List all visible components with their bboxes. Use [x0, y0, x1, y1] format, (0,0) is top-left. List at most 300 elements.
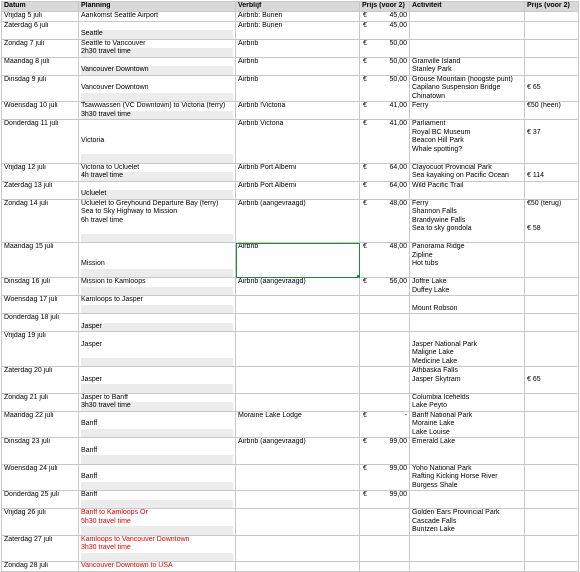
date-text: Maandag 22 juli	[4, 411, 54, 419]
prijs-cell[interactable]	[360, 75, 410, 102]
verblijf-cell[interactable]	[236, 535, 360, 562]
table-row	[2, 411, 579, 438]
planning-line	[81, 146, 233, 155]
verblijf-line: Airbnb Port Alberni	[238, 181, 297, 189]
activiteit-prijs-line: € 114	[527, 172, 544, 179]
activiteit-line: Granville Island	[412, 57, 461, 65]
planning-cell[interactable]	[79, 393, 236, 411]
prijs-cell[interactable]	[360, 12, 410, 22]
planning-line	[81, 243, 233, 252]
verblijf-cell[interactable]	[236, 464, 360, 491]
table-row	[2, 464, 579, 491]
table-row	[2, 438, 579, 465]
planning-line: Banff	[81, 446, 98, 454]
activiteit-prijs-cell[interactable]	[525, 296, 579, 314]
verblijf-line: Airbnb !Victoria	[238, 102, 286, 109]
planning-line: Seattle	[81, 30, 233, 39]
price-amount: 64,00	[389, 163, 407, 171]
planning-cell[interactable]	[79, 464, 236, 491]
currency-symbol: €	[363, 39, 367, 47]
planning-cell[interactable]	[79, 438, 236, 465]
activiteit-cell[interactable]	[410, 535, 525, 562]
date-cell[interactable]	[2, 199, 79, 243]
prijs-cell[interactable]	[360, 102, 410, 120]
planning-line: Aankomst Seattle Airport	[81, 12, 159, 19]
table-row	[2, 102, 579, 120]
activiteit-prijs-cell[interactable]	[525, 163, 579, 181]
planning-line	[81, 22, 233, 31]
planning-cell[interactable]	[79, 163, 236, 181]
table-row	[2, 181, 579, 199]
planning-line: Mission to Kamloops	[81, 278, 146, 285]
currency-symbol: €	[363, 102, 367, 109]
activiteit-line: Clayocuot Provincial Park	[412, 163, 492, 171]
prijs-cell[interactable]	[360, 199, 410, 243]
verblijf-cell[interactable]	[236, 39, 360, 57]
planning-line	[81, 455, 233, 464]
activiteit-prijs-cell[interactable]	[525, 332, 579, 367]
planning-line	[81, 154, 233, 163]
activiteit-prijs-line: €50 (heen)	[527, 102, 561, 109]
date-text: Vrijdag 12 juli	[4, 163, 46, 171]
activiteit-prijs-line	[527, 217, 576, 226]
planning-line: Jasper to Banff	[81, 393, 128, 401]
prijs-cell[interactable]	[360, 243, 410, 278]
activiteit-prijs-cell[interactable]	[525, 393, 579, 411]
verblijf-cell[interactable]	[236, 181, 360, 199]
activiteit-prijs-cell[interactable]	[525, 75, 579, 102]
activiteit-prijs-cell[interactable]	[525, 438, 579, 465]
planning-line	[81, 412, 233, 421]
currency-symbol: €	[363, 21, 367, 29]
planning-cell[interactable]	[79, 535, 236, 562]
activiteit-line: Parliament	[412, 120, 446, 127]
price-amount: 45,00	[389, 12, 407, 19]
price-amount: -	[404, 411, 407, 419]
currency-symbol: €	[363, 491, 367, 498]
activiteit-cell[interactable]	[410, 120, 525, 164]
prijs-cell[interactable]	[360, 21, 410, 39]
planning-line: 4h travel time	[81, 172, 233, 181]
planning-cell[interactable]	[79, 296, 236, 314]
activiteit-prijs-line: €50 (terug)	[527, 199, 562, 207]
date-cell[interactable]	[2, 411, 79, 438]
price-amount: 99,00	[389, 491, 407, 498]
prijs-cell[interactable]	[360, 509, 410, 536]
activiteit-prijs-cell[interactable]	[525, 181, 579, 199]
activiteit-prijs-cell[interactable]	[525, 314, 579, 332]
activiteit-prijs-cell[interactable]	[525, 12, 579, 22]
verblijf-cell[interactable]	[236, 199, 360, 243]
activiteit-cell[interactable]	[410, 562, 525, 572]
planning-line	[81, 252, 233, 261]
date-cell[interactable]	[2, 21, 79, 39]
activiteit-line: Royal BC Museum	[412, 128, 471, 136]
price-amount: 50,00	[389, 39, 407, 47]
prijs-cell[interactable]	[360, 562, 410, 572]
activiteit-prijs-line	[527, 93, 576, 102]
activiteit-cell[interactable]	[410, 438, 525, 465]
verblijf-cell[interactable]	[236, 367, 360, 394]
verblijf-line: Airbnb (aangevraagd)	[238, 278, 306, 285]
activiteit-cell[interactable]	[410, 21, 525, 39]
date-cell[interactable]	[2, 181, 79, 199]
activiteit-line: Maligne Lake	[412, 349, 454, 356]
activiteit-prijs-cell[interactable]	[525, 243, 579, 278]
activiteit-prijs-line	[527, 137, 576, 146]
activiteit-prijs-cell[interactable]	[525, 199, 579, 243]
header-cell-activiteit[interactable]: Activiteit	[410, 2, 525, 12]
verblijf-cell[interactable]	[236, 102, 360, 120]
date-cell[interactable]	[2, 332, 79, 367]
date-cell[interactable]	[2, 57, 79, 75]
date-cell[interactable]	[2, 39, 79, 57]
date-cell[interactable]	[2, 12, 79, 22]
prijs-cell[interactable]	[360, 39, 410, 57]
activiteit-prijs-cell[interactable]	[525, 39, 579, 57]
prijs-cell[interactable]	[360, 163, 410, 181]
activiteit-prijs-cell[interactable]	[525, 120, 579, 164]
activiteit-line: Sea to sky gondola	[412, 225, 472, 232]
activiteit-prijs-line: € 65	[527, 375, 541, 383]
currency-symbol: €	[363, 438, 367, 445]
table-row	[2, 12, 579, 22]
verblijf-cell[interactable]	[236, 411, 360, 438]
date-text: Zaterdag 20 juli	[4, 367, 53, 374]
planning-cell[interactable]	[79, 199, 236, 243]
planning-line: Sea to Sky Highway to Mission	[81, 208, 178, 215]
activiteit-cell[interactable]	[410, 491, 525, 509]
activiteit-line: Shannon Falls	[412, 208, 457, 215]
planning-cell[interactable]	[79, 509, 236, 536]
date-text: Woensdag 17 juli	[4, 296, 58, 303]
activiteit-line: Athbaska Falls	[412, 367, 458, 374]
prijs-cell[interactable]	[360, 332, 410, 367]
table-row	[2, 199, 579, 243]
verblijf-cell[interactable]	[236, 278, 360, 296]
planning-line	[81, 367, 233, 376]
verblijf-cell[interactable]	[236, 509, 360, 536]
activiteit-prijs-cell[interactable]	[525, 562, 579, 572]
activiteit-line: Zipline	[412, 251, 433, 259]
planning-cell[interactable]	[79, 332, 236, 367]
prijs-cell[interactable]	[360, 367, 410, 394]
currency-symbol: €	[363, 464, 367, 472]
planning-line: Ucluelet to Greyhound Departure Bay (ferry)	[81, 199, 219, 207]
activiteit-prijs-cell[interactable]	[525, 491, 579, 509]
activiteit-line: Grouse Mountain (hoogste punt)	[412, 75, 513, 83]
header-cell-prijs[interactable]: Prijs (voor 2)	[360, 2, 410, 12]
activiteit-prijs-cell[interactable]	[525, 509, 579, 536]
verblijf-cell[interactable]	[236, 57, 360, 75]
prijs-cell[interactable]	[360, 181, 410, 199]
planning-line	[81, 225, 233, 234]
header-cell-activiteit-prijs[interactable]: Prijs (voor 2)	[525, 2, 579, 12]
planning-line: Ucluelet	[81, 190, 233, 199]
verblijf-cell[interactable]	[236, 12, 360, 22]
verblijf-line: Airbnb	[238, 243, 259, 250]
activiteit-prijs-cell[interactable]	[525, 57, 579, 75]
verblijf-cell[interactable]	[236, 314, 360, 332]
planning-cell[interactable]	[79, 39, 236, 57]
planning-line: 2h30 travel time	[81, 48, 233, 57]
currency-symbol: €	[363, 75, 367, 83]
activiteit-prijs-line	[527, 208, 576, 217]
planning-line	[81, 500, 233, 509]
price-amount: 41,00	[389, 102, 407, 109]
date-cell[interactable]	[2, 163, 79, 181]
planning-cell[interactable]	[79, 491, 236, 509]
activiteit-cell[interactable]	[410, 199, 525, 243]
verblijf-line: Airbnb: Burien	[238, 21, 283, 29]
verblijf-cell[interactable]	[236, 163, 360, 181]
activiteit-line: Burgess Shale	[412, 481, 458, 489]
activiteit-prijs-cell[interactable]	[525, 464, 579, 491]
verblijf-cell[interactable]	[236, 120, 360, 164]
activiteit-line: Buntzen Lake	[412, 526, 455, 533]
verblijf-cell[interactable]	[236, 438, 360, 465]
table-row	[2, 57, 579, 75]
date-cell[interactable]	[2, 296, 79, 314]
planning-cell[interactable]	[79, 278, 236, 296]
date-cell[interactable]	[2, 278, 79, 296]
activiteit-prijs-cell[interactable]	[525, 367, 579, 394]
verblijf-cell[interactable]	[236, 491, 360, 509]
activiteit-line: Stanley Park	[412, 66, 452, 73]
activiteit-line: Moraine Lake	[412, 420, 455, 427]
activiteit-cell[interactable]	[410, 12, 525, 22]
activiteit-prijs-cell[interactable]	[525, 21, 579, 39]
table-row	[2, 314, 579, 332]
activiteit-line: Golden Ears Provincial Park	[412, 509, 500, 516]
activiteit-line: Emerald Lake	[412, 438, 456, 445]
date-cell[interactable]	[2, 438, 79, 465]
price-amount: 41,00	[389, 120, 407, 127]
planning-line: Jasper	[81, 323, 233, 332]
date-cell[interactable]	[2, 102, 79, 120]
activiteit-cell[interactable]	[410, 332, 525, 367]
activiteit-cell[interactable]	[410, 181, 525, 199]
planning-line	[81, 553, 233, 562]
verblijf-cell[interactable]	[236, 393, 360, 411]
planning-cell[interactable]	[79, 120, 236, 164]
verblijf-cell[interactable]	[236, 243, 360, 278]
planning-cell[interactable]	[79, 243, 236, 278]
planning-line: Victoria	[81, 137, 105, 144]
planning-cell[interactable]	[79, 367, 236, 394]
verblijf-line: Airbnb	[238, 57, 259, 65]
currency-symbol: €	[363, 243, 367, 250]
activiteit-cell[interactable]	[410, 393, 525, 411]
activiteit-cell[interactable]	[410, 296, 525, 314]
activiteit-line: Brandywine Falls	[412, 216, 466, 224]
activiteit-line: Medicine Lake	[412, 357, 458, 365]
price-amount: 48,00	[389, 199, 407, 207]
date-cell[interactable]	[2, 243, 79, 278]
planning-line: Banff	[81, 491, 98, 498]
date-cell[interactable]	[2, 367, 79, 394]
activiteit-prijs-cell[interactable]	[525, 102, 579, 120]
activiteit-line: Columbia Icefields	[412, 393, 470, 401]
date-text: Vrijdag 19 juli	[4, 332, 46, 339]
planning-cell[interactable]	[79, 21, 236, 39]
verblijf-cell[interactable]	[236, 332, 360, 367]
activiteit-line: Lake Peyto	[412, 402, 448, 409]
activiteit-line: Duffey Lake	[412, 286, 450, 294]
price-amount: 50,00	[389, 75, 407, 83]
activiteit-prijs-cell[interactable]	[525, 535, 579, 562]
planning-line	[81, 120, 233, 129]
planning-line	[81, 305, 233, 314]
planning-line	[81, 58, 233, 67]
header-cell-planning[interactable]: Planning	[79, 2, 236, 12]
planning-cell[interactable]	[79, 314, 236, 332]
activiteit-line: Jasper National Park	[412, 340, 477, 348]
header-cell-verblijf[interactable]: Verblijf	[236, 2, 360, 12]
verblijf-cell[interactable]	[236, 75, 360, 102]
table-row	[2, 535, 579, 562]
activiteit-cell[interactable]	[410, 39, 525, 57]
price-amount: 99,00	[389, 464, 407, 472]
activiteit-prijs-line	[527, 367, 576, 376]
table-row	[2, 367, 579, 394]
verblijf-cell[interactable]	[236, 562, 360, 572]
activiteit-line: Ferry	[412, 199, 429, 207]
planning-line: Mission	[81, 260, 105, 267]
date-text: Dinsdag 16 juli	[4, 278, 50, 285]
verblijf-cell[interactable]	[236, 21, 360, 39]
planning-cell[interactable]	[79, 411, 236, 438]
prijs-cell[interactable]	[360, 535, 410, 562]
activiteit-line: Joffre Lake	[412, 278, 447, 285]
planning-line: 3h30 travel time	[81, 402, 233, 411]
date-text: Vrijdag 26 juli	[4, 509, 46, 516]
activiteit-prijs-line	[527, 164, 576, 173]
activiteit-cell[interactable]	[410, 102, 525, 120]
planning-line: Kamloops to Jasper	[81, 296, 143, 303]
prijs-cell[interactable]	[360, 314, 410, 332]
verblijf-line: Moraine Lake Lodge	[238, 411, 302, 419]
planning-line	[81, 269, 233, 278]
activiteit-line: Mount Robson	[412, 304, 458, 312]
activiteit-cell[interactable]	[410, 314, 525, 332]
table-row	[2, 75, 579, 102]
planning-cell[interactable]	[79, 75, 236, 102]
planning-cell[interactable]	[79, 181, 236, 199]
activiteit-prijs-cell[interactable]	[525, 411, 579, 438]
currency-symbol: €	[363, 199, 367, 207]
planning-line: Kamloops to Vancouver Downtown	[81, 535, 190, 543]
activiteit-prijs-line	[527, 120, 576, 129]
currency-symbol: €	[363, 278, 367, 285]
planning-cell[interactable]	[79, 12, 236, 22]
date-text: Maandag 8 juli	[4, 57, 50, 65]
date-cell[interactable]	[2, 464, 79, 491]
planning-line	[81, 93, 233, 102]
activiteit-line: Cascade Falls	[412, 517, 457, 525]
planning-line	[81, 314, 233, 323]
activiteit-line: Whale spotting?	[412, 145, 463, 153]
planning-line	[81, 234, 233, 243]
prijs-cell[interactable]	[360, 411, 410, 438]
date-cell[interactable]	[2, 509, 79, 536]
activiteit-line: Wild Pacific Trail	[412, 181, 464, 189]
planning-line: Jasper	[81, 340, 103, 348]
header-cell-datum[interactable]: Datum	[2, 2, 79, 12]
planning-line	[81, 287, 233, 296]
table-row	[2, 562, 579, 572]
activiteit-line: Capilano Suspension Bridge	[412, 84, 501, 91]
table-row	[2, 509, 579, 536]
activiteit-line: Beacon Hill Park	[412, 137, 464, 144]
activiteit-line: Chinatown	[412, 92, 446, 100]
planning-line	[81, 76, 233, 85]
table-row	[2, 120, 579, 164]
price-amount: 50,00	[389, 57, 407, 65]
prijs-cell[interactable]	[360, 278, 410, 296]
verblijf-line: Airbnb Victoria	[238, 120, 284, 127]
activiteit-cell[interactable]	[410, 243, 525, 278]
prijs-cell[interactable]	[360, 464, 410, 491]
prijs-cell[interactable]	[360, 438, 410, 465]
activiteit-cell[interactable]	[410, 163, 525, 181]
activiteit-cell[interactable]	[410, 509, 525, 536]
activiteit-line: Sea kayaking on Pacific Ocean	[412, 172, 509, 179]
planning-line: 5h30 travel time	[81, 517, 131, 525]
activiteit-cell[interactable]	[410, 278, 525, 296]
date-cell[interactable]	[2, 75, 79, 102]
activiteit-cell[interactable]	[410, 75, 525, 102]
verblijf-cell[interactable]	[236, 296, 360, 314]
date-cell[interactable]	[2, 393, 79, 411]
activiteit-cell[interactable]	[410, 367, 525, 394]
planning-cell[interactable]	[79, 102, 236, 120]
prijs-cell[interactable]	[360, 393, 410, 411]
planning-cell[interactable]	[79, 57, 236, 75]
date-cell[interactable]	[2, 120, 79, 164]
itinerary-spreadsheet	[1, 1, 579, 572]
date-cell[interactable]	[2, 314, 79, 332]
planning-line	[81, 429, 233, 438]
currency-symbol: €	[363, 57, 367, 65]
planning-line	[81, 526, 233, 535]
date-text: Zondag 14 juli	[4, 199, 48, 207]
planning-line: Banff	[81, 420, 98, 427]
prijs-cell[interactable]	[360, 120, 410, 164]
planning-line: Victoria to Ucluelet	[81, 163, 140, 171]
table-row	[2, 21, 579, 39]
planning-cell[interactable]	[79, 562, 236, 572]
date-text: Donderdag 25 juli	[4, 491, 59, 498]
date-cell[interactable]	[2, 562, 79, 572]
prijs-cell[interactable]	[360, 491, 410, 509]
activiteit-line: Hot tubs	[412, 260, 439, 267]
verblijf-line: Airbnb	[238, 75, 259, 83]
activiteit-prijs-line: € 37	[527, 128, 541, 136]
activiteit-cell[interactable]	[410, 57, 525, 75]
date-cell[interactable]	[2, 535, 79, 562]
activiteit-prijs-cell[interactable]	[525, 278, 579, 296]
table-row	[2, 393, 579, 411]
table-row	[2, 332, 579, 367]
date-cell[interactable]	[2, 491, 79, 509]
prijs-cell[interactable]	[360, 57, 410, 75]
activiteit-cell[interactable]	[410, 464, 525, 491]
currency-symbol: €	[363, 12, 367, 19]
date-text: Vrijdag 5 juli	[4, 12, 42, 19]
prijs-cell[interactable]	[360, 296, 410, 314]
activiteit-cell[interactable]	[410, 411, 525, 438]
